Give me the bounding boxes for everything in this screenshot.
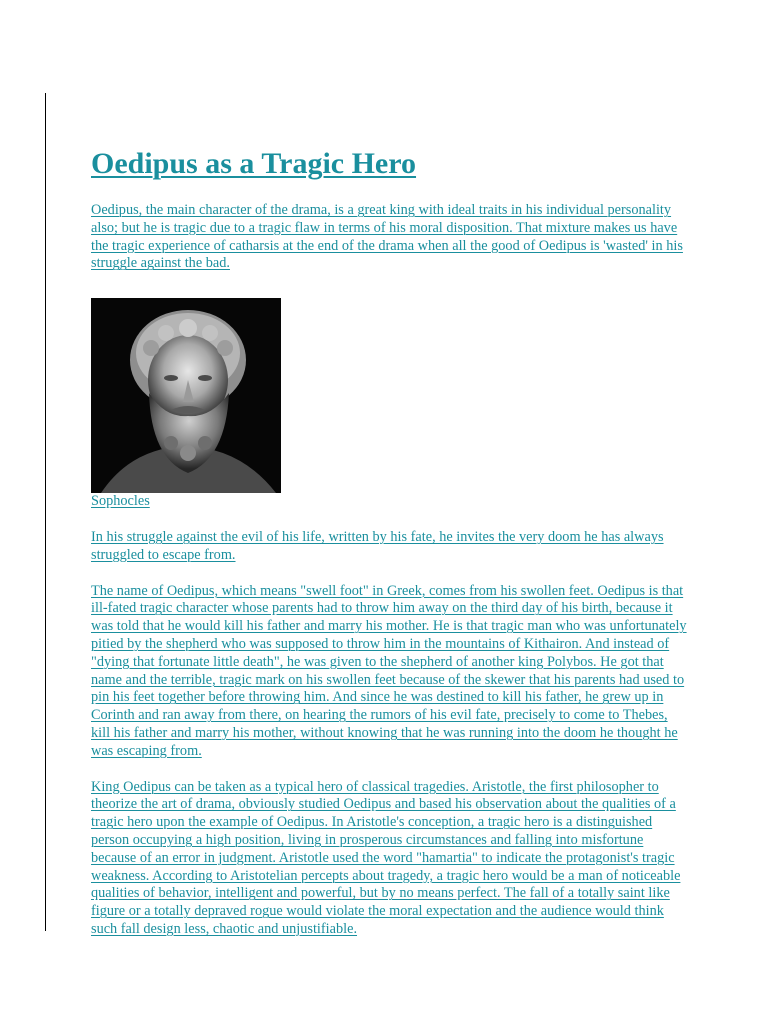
paragraph-name-origin[interactable]: The name of Oedipus, which means "swell foot" in Greek, comes from his swollen feet. Oedipus is that ill-fated tragic character whose parents had to throw him away on the third day of his birth, because it was told that he would kill his father and marry his mother. He is that tragic man who was unfortunately pitied by the shepherd who was supposed to throw him in the mountains of Kithairon. And instead of "dying that fortunate little death", he was given to the shepherd of another king Polybos. He got that name and the terrible, tragic mark on his swollen feet because of the skewer that his parents had used to pin his feet together before throwing him. And since he was destined to kill his father, he grew up in Corinth and ran away from there, on hearing the rumors of his evil fate, precisely to come to Thebes, kill his father and marry his mother, without knowing that he was running into the doom he thought he was escaping from. xyxy=(91,582,687,759)
sophocles-portrait-image[interactable] xyxy=(91,298,281,493)
paragraph-doom[interactable]: In his struggle against the evil of his life, written by his fate, he invites the very doom he has always struggled to escape from. xyxy=(91,528,664,563)
intro-paragraph[interactable]: Oedipus, the main character of the drama, is a great king with ideal traits in his individual personality also; but he is tragic due to a tragic flaw in terms of his moral disposition. That mixture makes us have the tragic experience of catharsis at the end of the drama when all the good of Oedipus is 'wasted' in his struggle against the bad. xyxy=(91,202,683,272)
page-title[interactable]: Oedipus as a Tragic Hero xyxy=(91,147,417,180)
bust-illustration xyxy=(91,298,281,493)
paragraph-aristotle[interactable]: King Oedipus can be taken as a typical hero of classical tragedies. Aristotle, the first philosopher to theorize the art of drama, obviously studied Oedipus and based his observation about the qualities of a tragic hero upon the example of Oedipus. In Aristotle's conception, a tragic hero is a distinguished person occupying a high position, living in prosperous circumstances and falling into misfortune because of an error in judgment. Aristotle used the word "hamartia" to indicate the protagonist's tragic weakness. According to Aristotelian percepts about tragedy, a tragic hero would be a man of noticeable qualities of behavior, intelligent and powerful, but by no means perfect. The fall of a totally saint like figure or a totally depraved rogue would violate the moral expectation and the audience would think such fall design less, chaotic and unjustifiable. xyxy=(91,778,681,937)
left-margin-rule xyxy=(45,93,46,931)
document-body xyxy=(91,146,687,939)
image-caption[interactable]: Sophocles xyxy=(91,493,150,510)
